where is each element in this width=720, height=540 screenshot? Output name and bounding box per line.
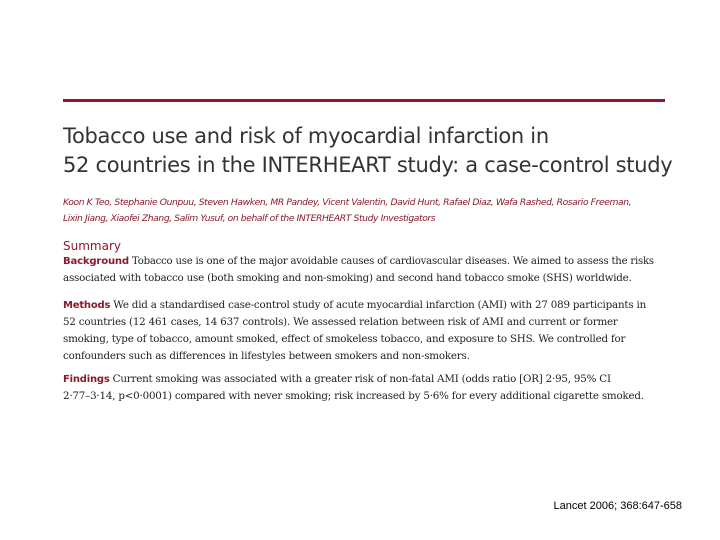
paragraph-text: Tobacco use is one of the major avoidable causes of cardiovascular diseases. We aimed to assess the risks <box>128 256 654 267</box>
paragraph-line: associated with tobacco use (both smoking and non-smoking) and second hand tobacco smoke (SHS) worldwide. <box>63 272 632 284</box>
paper-title-line: Tobacco use and risk of myocardial infarction in <box>63 124 549 148</box>
findings-paragraph <box>63 371 663 405</box>
paragraph-text: Current smoking was associated with a greater risk of non-fatal AMI (odds ratio [OR] 2·95, 95% CI <box>109 373 611 385</box>
background-paragraph <box>63 253 663 287</box>
paragraph-line: 2·77–3·14, p<0·0001) compared with never smoking; risk increased by 5·6% for every additional cigarette smoked. <box>63 390 644 402</box>
findings-label: Findings <box>63 374 110 385</box>
paragraph-line: confounders such as differences in lifestyles between smokers and non-smokers. <box>63 350 470 362</box>
author-list <box>63 195 665 227</box>
methods-paragraph <box>63 297 663 365</box>
methods-label: Methods <box>63 300 111 311</box>
paragraph-line <box>63 297 663 314</box>
background-label: Background <box>63 256 129 267</box>
paragraph-line <box>63 371 663 388</box>
paper-title-line: 52 countries in the INTERHEART study: a case-control study <box>63 153 673 177</box>
paragraph-line: 52 countries (12 461 cases, 14 637 controls). We assessed relation between risk of AMI and current or former <box>63 316 618 328</box>
author-line: Koon K Teo, Stephanie Ounpuu, Steven Hawken, MR Pandey, Vicent Valentin, David Hunt, Rafael Diaz, Wafa Rashed, Rosario Freeman, <box>63 197 632 208</box>
paragraph-line <box>63 253 663 270</box>
header-rule <box>63 99 665 102</box>
summary-heading: Summary <box>63 239 121 253</box>
paragraph-text: We did a standardised case-control study of acute myocardial infarction (AMI) with 27 089 participants in <box>110 299 647 311</box>
citation: Lancet 2006; 368:647-658 <box>553 500 682 512</box>
paragraph-line: smoking, type of tobacco, amount smoked, effect of smokeless tobacco, and exposure to SHS. We controlled for <box>63 333 626 345</box>
paper-title <box>63 122 673 180</box>
author-line: Lixin Jiang, Xiaofei Zhang, Salim Yusuf, on behalf of the INTERHEART Study Investigators <box>63 213 436 224</box>
